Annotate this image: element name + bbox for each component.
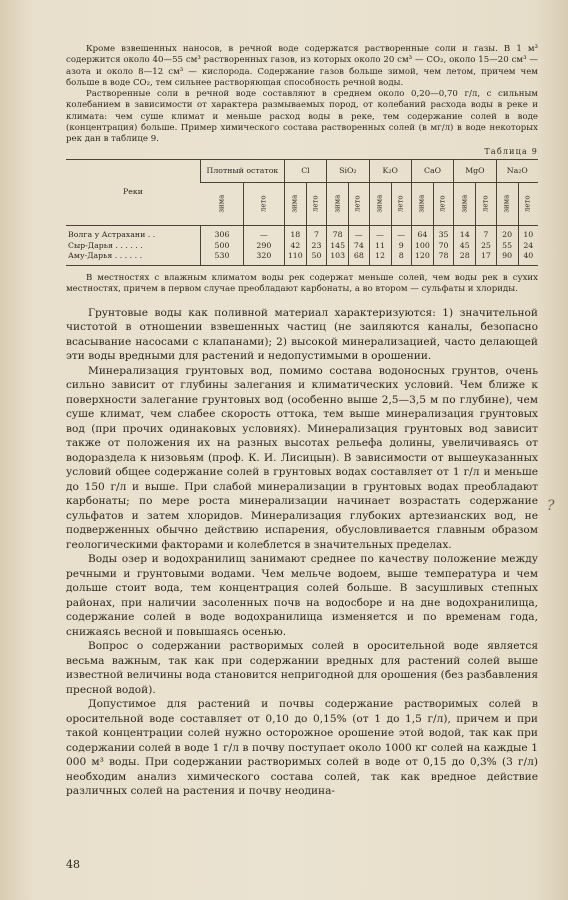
intro-paragraph-1: Кроме взвешенных наносов, в речной воде содержатся растворенные соли и газы. В 1 м³ содержится около 40—55 см³ растворенных газов, из которых около 20 см³ — CO₂, около 15—20 см³ — азота и около 8—12 см³ — кислорода. Содержание газов больше зимой, чем летом, причем чем больше в воде CO₂, тем сильнее растворяющая способность речной воды.: [66, 44, 538, 88]
season-header: [306, 182, 326, 225]
season-label: зима: [216, 195, 225, 214]
table-cell: 78: [327, 225, 349, 240]
group-header: SiO₂: [327, 159, 369, 182]
table-cell: 145: [327, 240, 349, 251]
table-cell: 74: [349, 240, 369, 251]
table-cell: 90: [496, 251, 518, 266]
table-caption: Таблица 9: [484, 146, 538, 156]
table-cell: 70: [433, 240, 453, 251]
season-label: зима: [290, 195, 299, 214]
table-cell: 50: [306, 251, 326, 266]
body-paragraph-2: Минерализация грунтовых вод, помимо состава водоносных грунтов, очень сильно зависит от глубины залегания и климатических условий. Чем ближе к поверхности залегание грунтовых вод (особенно выше 2,5—3,5 м по глубине), чем суше климат, чем слабее скорость оттока, тем выше минерализация грунтовых вод (при прочих одинаковых условиях). Минерализация грунтовых вод зависит также от положения их на разных высотах рельефа долины, увеличиваясь от водораздела к низовьям (проф. К. И. Лисицын). В зависимости от вышеуказанных условий общее содержание солей в грунтовых водах составляет от 1 г/л и меньше до 150 г/л и выше. При слабой минерализации в грунтовых водах преобладают карбонаты; по мере роста минерализации начинает возрастать содержание сульфатов и затем хлоридов. Минерализация глубоких артезианских вод, не подверженных обычно действию испарения, обусловливается главным образом геологическими факторами и колеблется в значительных пределах.: [66, 364, 538, 551]
river-name: Волга у Астрахани . .: [68, 230, 156, 240]
table-cell: 530: [201, 251, 244, 266]
season-header: [201, 182, 244, 225]
table-cell: 103: [327, 251, 349, 266]
table-cell: 20: [496, 225, 518, 240]
main-text: [66, 306, 538, 799]
page-number: 48: [66, 858, 80, 871]
table-cell: 9: [391, 240, 411, 251]
intro-paragraph-2: Растворенные соли в речной воде составляют в среднем около 0,20—0,70 г/л, с сильным колебанием в зависимости от характера размываемых пород, от колебаний расхода воды в реке и климата: чем суше климат и меньше расход воды в реке, тем содержание солей в воде (концентрация) больше. Пример химического состава растворенных солей (в мг/л) в воде некоторых рек дан в таблице 9.: [66, 89, 538, 145]
table-cell: 306: [201, 225, 244, 240]
season-header: [327, 182, 349, 225]
table-note-section: [66, 273, 538, 296]
season-header: [411, 182, 433, 225]
season-header: [476, 182, 496, 225]
table-cell: —: [369, 225, 391, 240]
table-cell: —: [243, 225, 284, 240]
season-label: лето: [481, 195, 490, 213]
season-header: [391, 182, 411, 225]
season-label: лето: [259, 195, 268, 213]
table-cell: 290: [243, 240, 284, 251]
table-cell: 7: [306, 225, 326, 240]
group-header: K₂O: [369, 159, 411, 182]
season-label: зима: [332, 195, 341, 214]
table-cell: 23: [306, 240, 326, 251]
salt-composition-table: [66, 159, 538, 267]
table-cell: 17: [476, 251, 496, 266]
season-label: зима: [375, 195, 384, 214]
group-header: Na₂O: [496, 159, 538, 182]
season-header: [496, 182, 518, 225]
table-cell: —: [391, 225, 411, 240]
season-label: зима: [417, 195, 426, 214]
table-cell: 35: [433, 225, 453, 240]
season-label: лето: [396, 195, 405, 213]
table-cell: 78: [433, 251, 453, 266]
season-header: [518, 182, 538, 225]
group-header: MgO: [454, 159, 496, 182]
body-paragraph-4: Вопрос о содержании растворимых солей в оросительной воде является весьма важным, так как при содержании вредных для растений солей выше известной величины вода становится непригодной для орошения (без разбавления пресной водой).: [66, 640, 538, 696]
body-paragraph-5: Допустимое для растений и почвы содержание растворимых солей в оросительной воде составляет от 0,10 до 0,15% (от 1 до 1,5 г/л), причем и при такой концентрации солей нужно осторожное орошение этой водой, так как при содержании солей в воде 1 г/л в почву поступает около 1000 кг солей на каждые 1 000 м³ воды. При содержании растворимых солей в воде от 0,15 до 0,3% (3 г/л) необходим анализ химического состава солей, так как вредное действие различных солей на растения и почву неодина-: [66, 698, 538, 798]
season-header: [369, 182, 391, 225]
table-cell: 500: [201, 240, 244, 251]
table-cell: 320: [243, 251, 284, 266]
season-header: [433, 182, 453, 225]
body-paragraph-3: Воды озер и водохранилищ занимают среднее по качеству положение между речными и грунтовыми водами. Чем мельче водоем, выше температура и чем дольше стоит вода, тем концентрация солей больше. В засушливых степных районах, при наличии засоленных почв на водосборе и на дне водохранилища, содержание солей в воде водохранилища изменяется и по временам года, снижаясь весной и повышаясь осенью.: [66, 553, 538, 638]
season-label: зима: [459, 195, 468, 214]
table-cell: 10: [518, 225, 538, 240]
table-row: [66, 240, 538, 251]
table-cell: 68: [349, 251, 369, 266]
season-label: лето: [354, 195, 363, 213]
table-cell: 25: [476, 240, 496, 251]
season-header: [349, 182, 369, 225]
season-header: [243, 182, 284, 225]
table-cell: 55: [496, 240, 518, 251]
table-cell: 64: [411, 225, 433, 240]
table-cell: 100: [411, 240, 433, 251]
river-name: Аму-Дарья . . . . . .: [66, 251, 201, 266]
season-label: зима: [502, 195, 511, 214]
table-cell: 12: [369, 251, 391, 266]
table-cell: 45: [454, 240, 476, 251]
season-label: лето: [523, 195, 532, 213]
group-header: Плотный остаток: [201, 159, 285, 182]
table-cell: 18: [284, 225, 306, 240]
table-note: В местностях с влажным климатом воды рек содержат меньше солей, чем воды рек в сухих местностях, причем в первом случае преобладают карбонаты, а во втором — сульфаты и хлориды.: [66, 273, 538, 295]
table-cell: 110: [284, 251, 306, 266]
table-cell: 40: [518, 251, 538, 266]
table-cell: 8: [391, 251, 411, 266]
group-header: CaO: [411, 159, 453, 182]
season-label: лето: [311, 195, 320, 213]
table-cell: 11: [369, 240, 391, 251]
season-header: [284, 182, 306, 225]
table-cell: 28: [454, 251, 476, 266]
table-cell: 120: [411, 251, 433, 266]
river-column-header: Реки: [66, 159, 201, 225]
body-paragraph-1: Грунтовые воды как поливной материал характеризуются: 1) значительной чистотой в отношении взвешенных частиц (не заиляются каналы, безопасно всасывание насосами с клапанами); 2) высокой минерализацией, часто делающей эти воды вредными для растений и недопустимыми в орошении.: [66, 306, 538, 363]
group-header: Cl: [284, 159, 326, 182]
intro-section: [66, 44, 538, 146]
table-cell: 14: [454, 225, 476, 240]
table-row: [66, 225, 538, 240]
handwritten-margin-mark: ?: [547, 498, 555, 514]
table-row: [66, 251, 538, 266]
table-cell: —: [349, 225, 369, 240]
table-cell: 24: [518, 240, 538, 251]
river-name: Сыр-Дарья . . . . . .: [68, 240, 143, 250]
season-label: лето: [438, 195, 447, 213]
table-cell: 42: [284, 240, 306, 251]
season-header: [454, 182, 476, 225]
table-cell: 7: [476, 225, 496, 240]
